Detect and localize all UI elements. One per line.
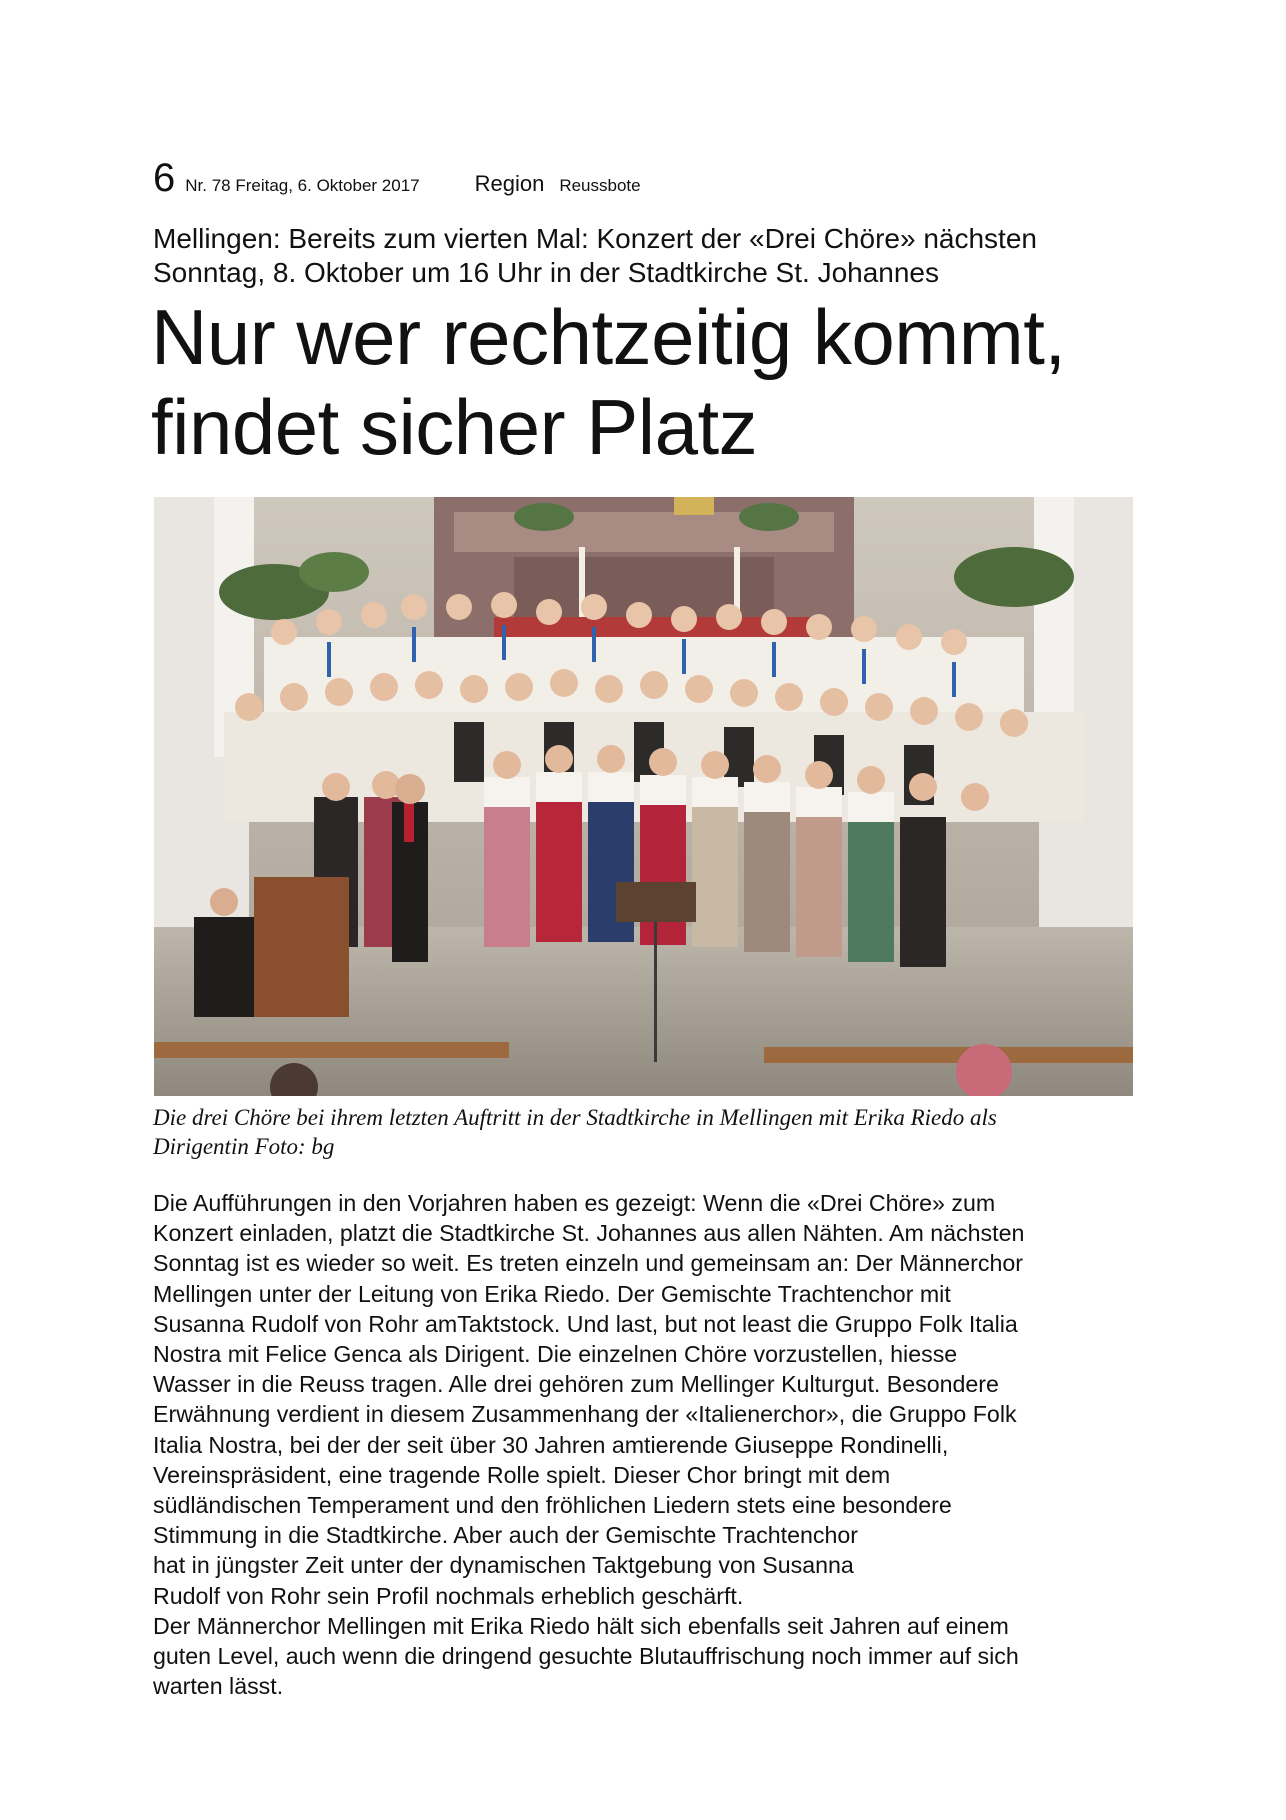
body-line: warten lässt. xyxy=(153,1673,284,1700)
body-line: guten Level, auch wenn die dringend gesuchte Blutauffrischung noch immer auf sich xyxy=(153,1643,1019,1670)
body-line: Mellingen unter der Leitung von Erika Riedo. Der Gemischte Trachtenchor mit xyxy=(153,1280,951,1307)
caption-line: Die drei Chöre bei ihrem letzten Auftritt in der Stadtkirche in Mellingen mit Erika Riedo als xyxy=(153,1105,997,1130)
headline-line: findet sicher Platz xyxy=(151,383,758,471)
body-line: Der Männerchor Mellingen mit Erika Riedo hält sich ebenfalls seit Jahren auf einem xyxy=(153,1612,1009,1639)
article-headline xyxy=(151,292,1171,472)
article-kicker: Mellingen: Bereits zum vierten Mal: Konzert der «Drei Chöre» nächsten Sonntag, 8. Oktober um 16 Uhr in der Stadtkirche St. Johannes xyxy=(153,223,1037,288)
choir-photo xyxy=(154,497,1133,1096)
body-line: Vereinspräsident, eine tragende Rolle spielt. Dieser Chor bringt mit dem xyxy=(153,1461,891,1488)
body-line: südländischen Temperament und den fröhlichen Liedern stets eine besondere xyxy=(153,1492,952,1519)
newspaper-name: Reussbote xyxy=(559,176,641,195)
photo-caption xyxy=(153,1103,1143,1161)
body-line: Susanna Rudolf von Rohr amTaktstock. Und last, but not least die Gruppo Folk Italia xyxy=(153,1310,1018,1337)
article-body xyxy=(153,1188,1153,1701)
body-line: Sonntag ist es wieder so weit. Es treten einzeln und gemeinsam an: Der Männerchor xyxy=(153,1250,1023,1277)
headline-line: Nur wer rechtzeitig kommt, xyxy=(151,293,1066,381)
body-line: Italia Nostra, bei der der seit über 30 Jahren amtierende Giuseppe Rondinelli, xyxy=(153,1431,949,1458)
body-line: Stimmung in die Stadtkirche. Aber auch der Gemischte Trachtenchor xyxy=(153,1522,858,1549)
body-line: Wasser in die Reuss tragen. Alle drei gehören zum Mellinger Kulturgut. Besondere xyxy=(153,1371,999,1398)
body-line: Erwähnung verdient in diesem Zusammenhang der «Italienerchor», die Gruppo Folk xyxy=(153,1401,1017,1428)
body-line: hat in jüngster Zeit unter der dynamischen Taktgebung von Susanna xyxy=(153,1552,854,1579)
body-line: Die Aufführungen in den Vorjahren haben es gezeigt: Wenn die «Drei Chöre» zum xyxy=(153,1190,996,1216)
body-line: Nostra mit Felice Genca als Dirigent. Die einzelnen Chöre vorzustellen, hiesse xyxy=(153,1341,958,1368)
issue-date: Nr. 78 Freitag, 6. Oktober 2017 xyxy=(185,176,420,195)
page-folio xyxy=(153,158,641,198)
body-line: Rudolf von Rohr sein Profil nochmals erheblich geschärft. xyxy=(153,1582,744,1609)
page-number: 6 xyxy=(153,156,176,200)
caption-line: Dirigentin Foto: bg xyxy=(153,1134,335,1159)
body-line: Konzert einladen, platzt die Stadtkirche St. Johannes aus allen Nähten. Am nächsten xyxy=(153,1220,1025,1247)
section-name: Region xyxy=(474,171,545,196)
